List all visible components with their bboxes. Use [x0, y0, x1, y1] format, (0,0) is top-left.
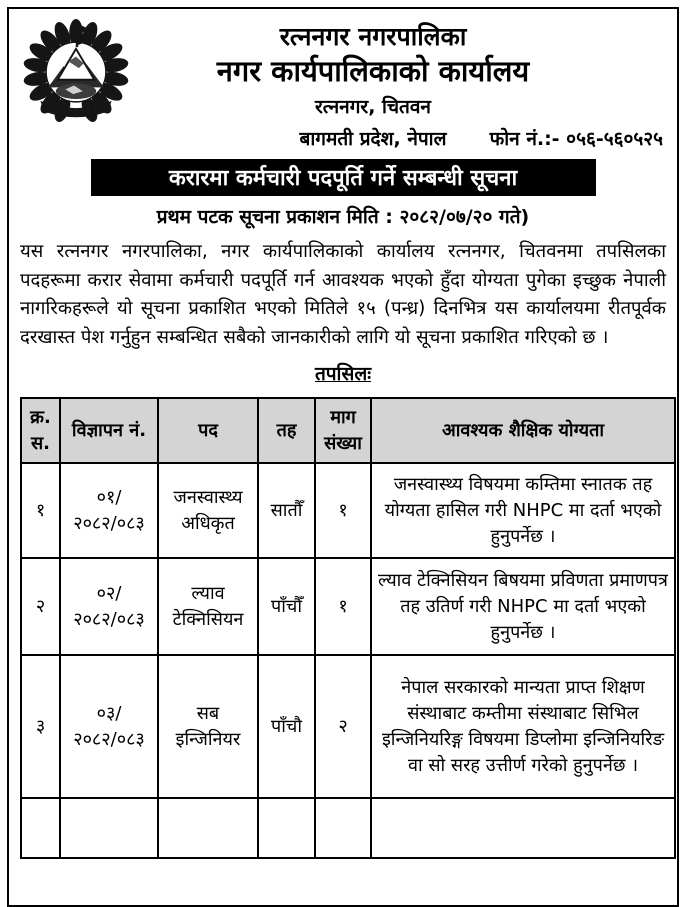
municipality-name: रत्ननगर नगरपालिका	[279, 22, 467, 51]
col-header-level: तह	[258, 398, 315, 463]
publication-date-line: प्रथम पटक सूचना प्रकाशन मिति : २०८२/०७/२० गते)	[156, 206, 530, 228]
cell-qualification: ल्याव टेक्निसियन बिषयमा प्रविणता प्रमाणपत्र तह उतिर्ण गरी NHPC मा दर्ता भएको हुनुपर्नेछ ।	[371, 558, 675, 655]
cell-qualification: नेपाल सरकारको मान्यता प्राप्त शिक्षण संस्थाबाट कम्तीमा संस्थाबाट सिभिल इन्जिनियरिङ्ग विषयमा डिप्लोमा इन्जिनियरिङ वा सो सरह उत्तीर्ण गरेको हुनुपर्नेछ ।	[371, 655, 675, 798]
table-row	[21, 655, 675, 798]
office-name: नगर कार्यपालिकाको कार्यालय	[216, 54, 530, 88]
letterhead	[9, 9, 677, 152]
table-header-row	[21, 398, 675, 463]
province-phone-row	[69, 126, 677, 152]
notice-title-banner: करारमा कर्मचारी पदपूर्ति गर्ने सम्बन्धी सूचना	[91, 159, 596, 196]
cell-sn: ३	[21, 655, 60, 798]
nepal-government-emblem-icon	[23, 17, 129, 127]
cell-sn: १	[21, 463, 60, 558]
province-line: बागमती प्रदेश, नेपाल	[299, 128, 447, 150]
cell-level: पाँचौँ	[258, 558, 315, 655]
letterhead-text	[69, 21, 677, 152]
table-row	[21, 463, 675, 558]
cell-quantity: २	[315, 655, 371, 798]
notice-page	[7, 7, 679, 907]
cell-qualification: जनस्वास्थ्य विषयमा कम्तिमा स्नातक तह योग्यता हासिल गरी NHPC मा दर्ता भएको हुनुपर्नेछ ।	[371, 463, 675, 558]
col-header-quantity: माग संख्या	[315, 398, 371, 463]
phone-number: फोन नं.:- ०५६-५६०५२५	[489, 128, 663, 150]
cell-sn: २	[21, 558, 60, 655]
cell-post: ल्याव टेक्निसियन	[158, 558, 258, 655]
col-header-advert-no: विज्ञापन नं.	[60, 398, 158, 463]
cell-post: सब इन्जिनियर	[158, 655, 258, 798]
cell-advert-no: ०३/ २०८२/०८३	[60, 655, 158, 798]
table-row-cutoff	[21, 798, 675, 858]
cell-level: पाँचौ	[258, 655, 315, 798]
cell-advert-no: ०१/ २०८२/०८३	[60, 463, 158, 558]
cell-post: जनस्वास्थ्य अधिकृत	[158, 463, 258, 558]
table-row	[21, 558, 675, 655]
col-header-sn: क्र. स.	[21, 398, 60, 463]
details-section-title: तपसिलः	[314, 363, 372, 385]
cell-quantity: १	[315, 463, 371, 558]
vacancy-table	[20, 397, 676, 859]
cell-level: सातौँ	[258, 463, 315, 558]
cell-quantity: १	[315, 558, 371, 655]
col-header-qualification: आवश्यक शैक्षिक योग्यता	[371, 398, 675, 463]
location-line: रत्ननगर, चितवन	[315, 96, 431, 118]
cell-advert-no: ०२/ २०८२/०८३	[60, 558, 158, 655]
col-header-post: पद	[158, 398, 258, 463]
notice-body-paragraph: यस रत्ननगर नगरपालिका, नगर कार्यपालिकाको कार्यालय रत्ननगर, चितवनमा तपसिलका पदहरूमा करार सेवामा कर्मचारी पदपूर्ति गर्न आवश्यक भएको हुँदा योग्यता पुगेका इच्छुक नेपाली नागरिकहरूले यो सूचना प्रकाशित भएको मितिले १५ (पन्ध्र) दिनभित्र यस कार्यालयमा रीतपूर्वक दरखास्त पेश गर्नुहुन सम्बन्धित सबैको जानकारीको लागि यो सूचना प्रकाशित गरिएको छ ।	[20, 241, 666, 348]
